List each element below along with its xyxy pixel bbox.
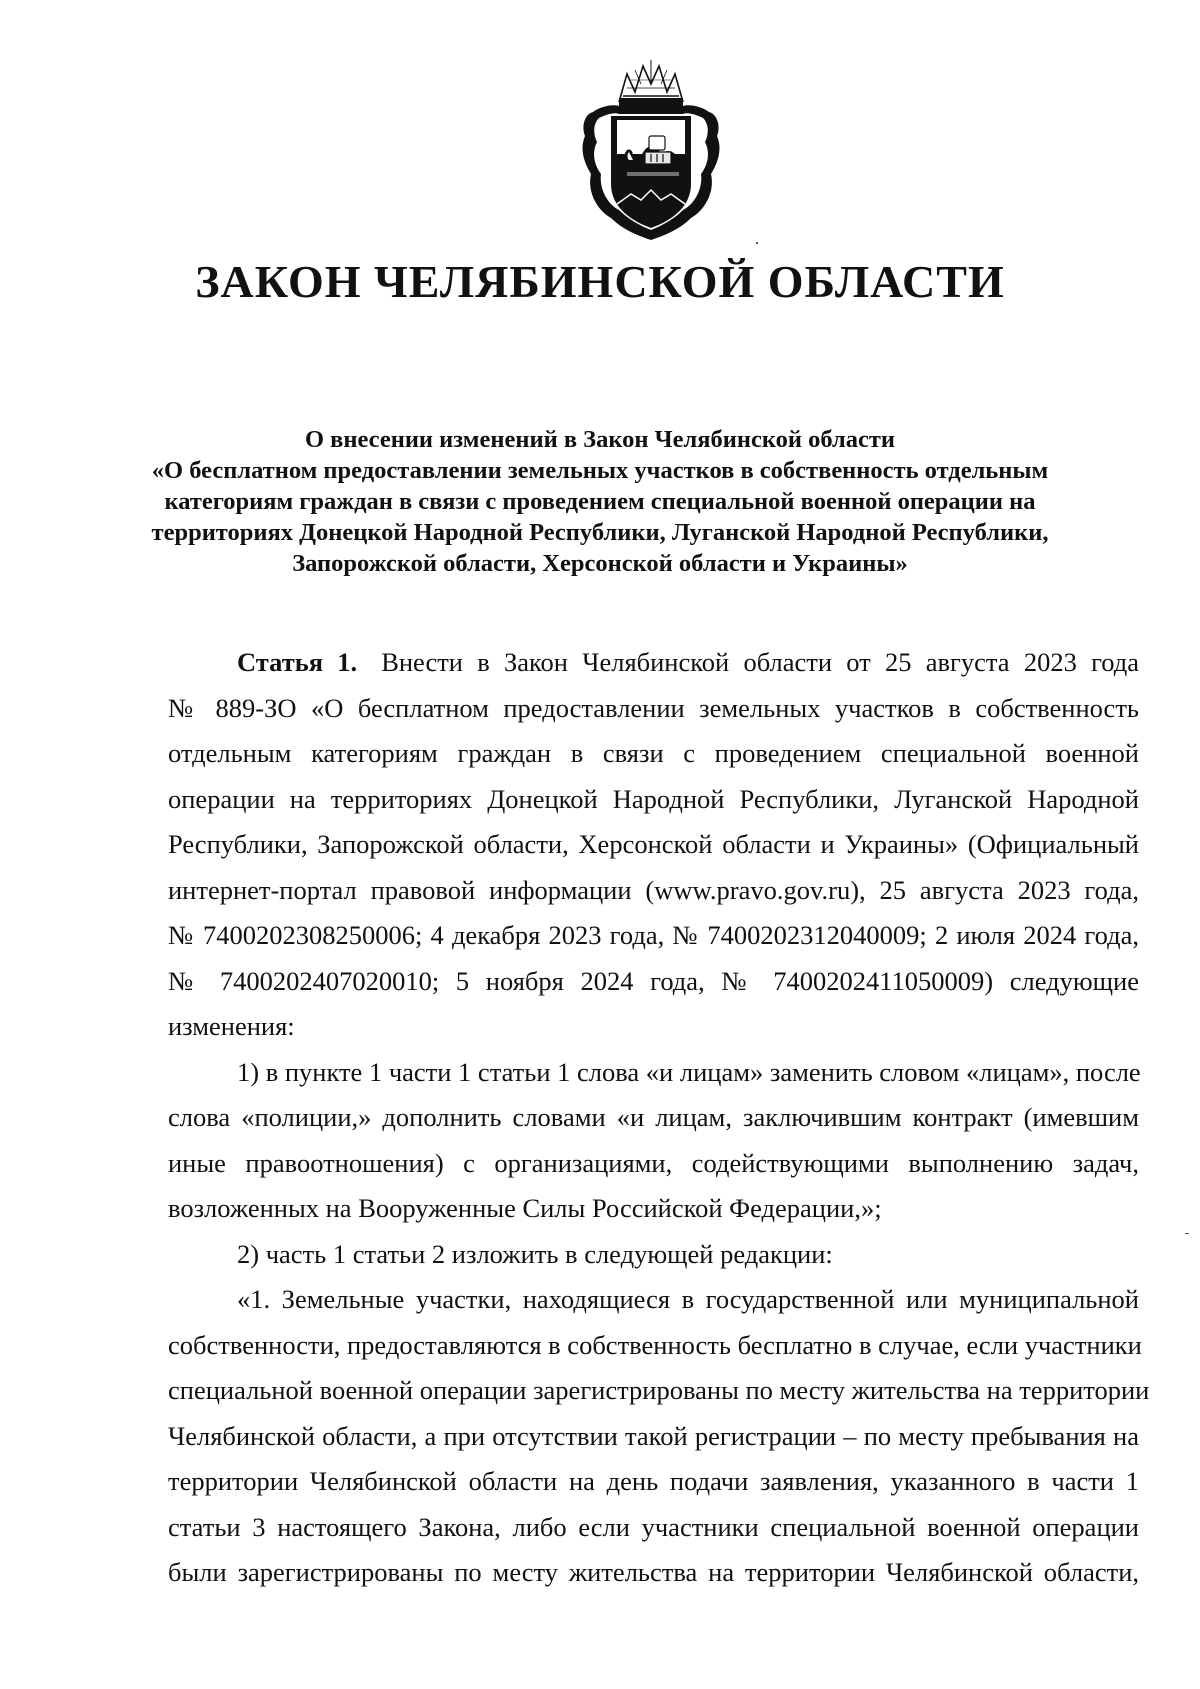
article-label: Статья 1.	[237, 647, 358, 677]
paragraph-line: были зарегистрированы по месту жительства на территории Челябинской области,	[168, 1557, 1139, 1587]
paragraph-line: операции на территориях Донецкой Народной Республики, Луганской Народной	[168, 783, 1139, 814]
paragraph-line: № 889-ЗО «О бесплатном предоставлении земельных участков в собственность	[168, 692, 1139, 723]
article-text: Внести в Закон Челябинской области от 25 августа 2023 года	[381, 647, 1140, 677]
subtitle-line: территориях Донецкой Народной Республики, Луганской Народной Республики,	[151, 519, 1049, 546]
law-subtitle	[150, 424, 1050, 579]
paragraph-line: специальной военной операции зарегистрированы по месту жительства на территории	[168, 1375, 1150, 1405]
paragraph-line: № 7400202407020010; 5 ноября 2024 года, № 7400202411050009) следующие	[168, 965, 1139, 996]
subtitle-line: О внесении изменений в Закон Челябинской области	[304, 426, 896, 453]
paragraph-line: территории Челябинской области на день подачи заявления, указанного в части 1	[168, 1466, 1139, 1496]
paragraph-line: № 7400202308250006; 4 декабря 2023 года, № 7400202312040009; 2 июля 2024 года,	[168, 920, 1139, 950]
paragraph-line: статьи 3 настоящего Закона, либо если участники специальной военной операции	[168, 1511, 1139, 1542]
subtitle-line: Запорожской области, Херсонской области и Украины»	[292, 550, 908, 577]
paragraph-line: возложенных на Вооруженные Силы Российской Федерации,»;	[168, 1193, 882, 1223]
paragraph-line: изменения:	[168, 1011, 295, 1041]
subtitle-line: категориям граждан в связи с проведением специальной военной операции на	[164, 488, 1036, 515]
paragraph-line: «1. Земельные участки, находящиеся в государственной или муниципальной	[237, 1284, 1139, 1314]
paragraph-line: интернет-портал правовой информации (www.pravo.gov.ru), 25 августа 2023 года,	[168, 874, 1139, 905]
document-body	[168, 640, 1150, 1596]
paragraph-line: Республики, Запорожской области, Херсонской области и Украины» (Официальный	[168, 829, 1139, 859]
item-1-paragraph	[168, 1050, 1139, 1232]
paragraph-line: 1) в пункте 1 части 1 статьи 1 слова «и лицам» заменить словом «лицам», после	[237, 1056, 1141, 1087]
paragraph-line: собственности, предоставляются в собственность бесплатно в случае, если участники	[168, 1329, 1142, 1360]
paragraph-line: 2) часть 1 статьи 2 изложить в следующей редакции:	[237, 1238, 833, 1269]
paragraph-line: слова «полиции,» дополнить словами «и лицам, заключившим контракт (имевшим	[168, 1102, 1139, 1132]
scan-mark	[1185, 1233, 1189, 1234]
quoted-paragraph	[168, 1277, 1150, 1596]
article-1-paragraph	[168, 640, 1139, 1050]
item-2-paragraph	[168, 1232, 1139, 1278]
scan-mark	[756, 242, 758, 244]
paragraph-line	[168, 640, 1139, 686]
coat-of-arms-icon	[575, 54, 727, 244]
law-title: ЗАКОН ЧЕЛЯБИНСКОЙ ОБЛАСТИ	[195, 256, 1005, 307]
paragraph-line: иные правоотношения) с организациями, содействующими выполнению задач,	[168, 1147, 1139, 1178]
paragraph-line: отдельным категориям граждан в связи с проведением специальной военной	[168, 738, 1139, 768]
paragraph-line: Челябинской области, а при отсутствии такой регистрации – по месту пребывания на	[168, 1420, 1139, 1451]
subtitle-line: «О бесплатном предоставлении земельных участков в собственность отдельным	[151, 457, 1049, 484]
